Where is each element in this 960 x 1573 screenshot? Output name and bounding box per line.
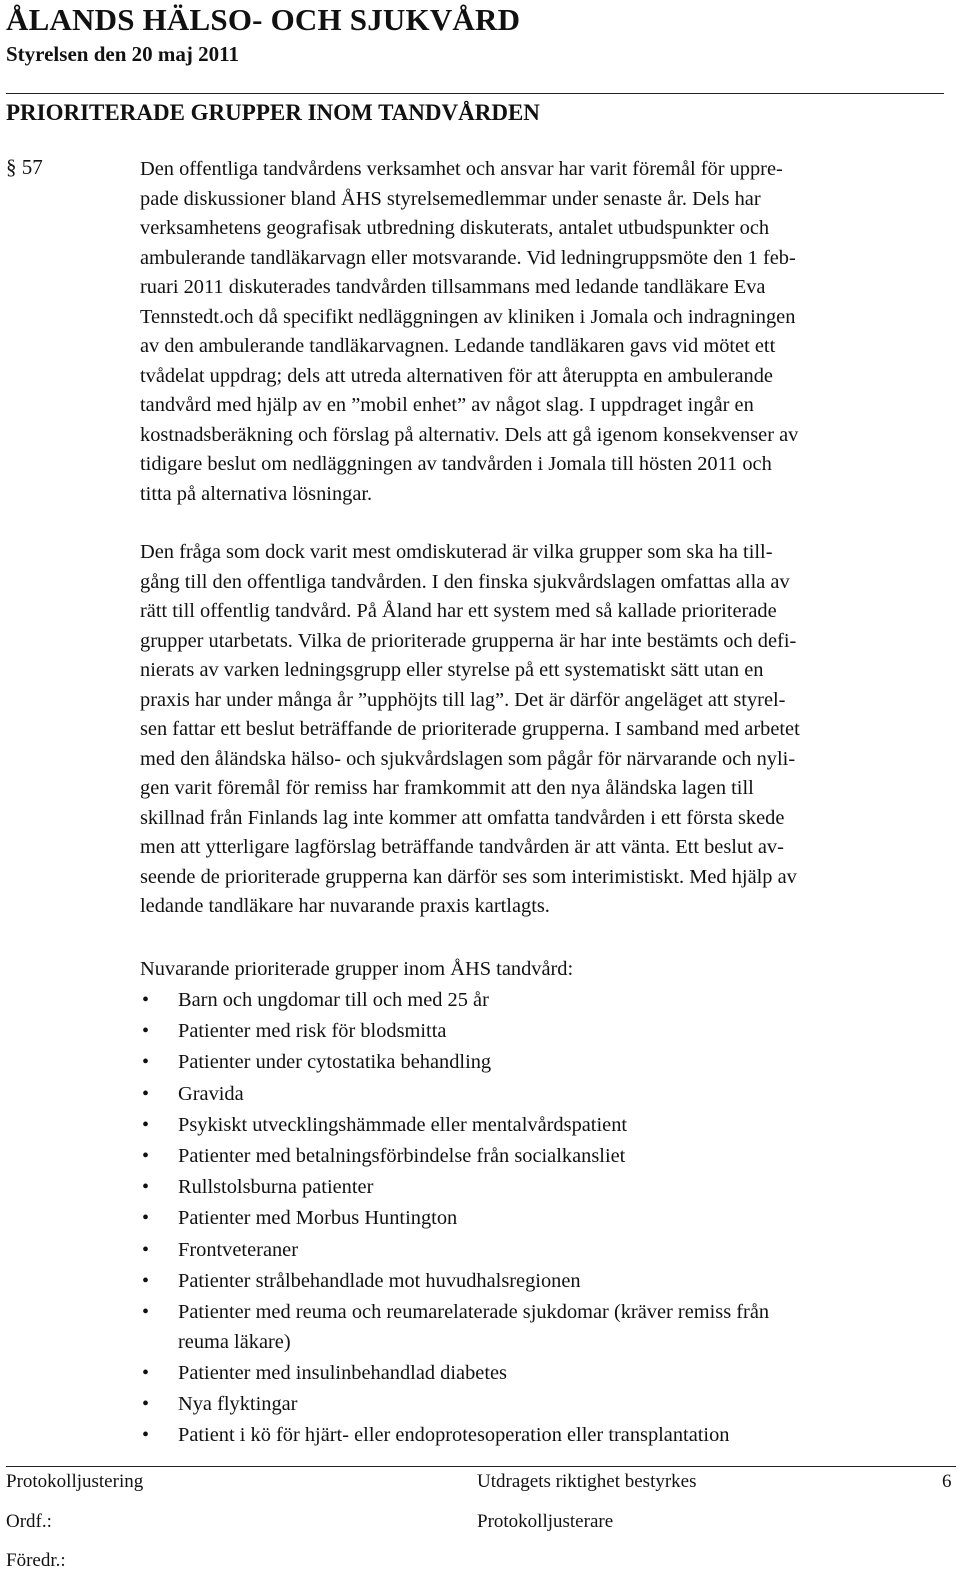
paragraph-body-2 — [140, 538, 956, 922]
bullet-icon: • — [142, 1207, 150, 1230]
text-line: Den offentliga tandvårdens verksamhet och ansvar har varit föremål för uppre- — [140, 158, 783, 180]
text-line: titta på alternativa lösningar. — [140, 482, 373, 505]
text-line: skillnad från Finlands lag inte kommer att omfatta tandvården i ett första skede — [140, 806, 785, 829]
list-item — [140, 1047, 940, 1077]
text-line: sen fattar ett beslut beträffande de prioriterade grupperna. I samband med arbetet — [140, 718, 800, 740]
text-line: verksamhetens geografisak utbredning diskuterats, antalet utbudspunkter och — [140, 217, 770, 239]
bullet-icon: • — [142, 1144, 150, 1167]
list-item-text: Gravida — [178, 1082, 244, 1105]
list-item-text: Nya flyktingar — [178, 1393, 298, 1416]
list-item-text: Patient i kö för hjärt- eller endoprotesoperation eller transplantation — [178, 1424, 730, 1447]
text-line: pade diskussioner bland ÅHS styrelsemedlemmar under senaste år. Dels har — [140, 187, 761, 210]
list-item-text: Barn och ungdomar till och med 25 år — [178, 989, 489, 1011]
bullet-icon: • — [142, 1051, 150, 1074]
text-line: grupper utarbetats. Vilka de prioriterade grupperna är har inte bestämts och defi- — [140, 629, 797, 652]
bullet-icon: • — [142, 1020, 150, 1043]
footer-presenter: Föredr.: — [6, 1550, 66, 1571]
text-line: rätt till offentlig tandvård. På Åland har ett system med så kallade prioriterade — [140, 600, 777, 622]
list-intro: Nuvarande prioriterade grupper inom ÅHS tandvård: — [140, 958, 574, 980]
list-item-text: Rullstolsburna patienter — [178, 1176, 374, 1199]
text-line: ruari 2011 diskuterades tandvården tillsammans med ledande tandläkare Eva — [140, 276, 766, 298]
footer-divider — [6, 1466, 956, 1467]
page-number: 6 — [942, 1471, 952, 1492]
list-item-text: Patienter strålbehandlade mot huvudhalsregionen — [178, 1269, 581, 1292]
list-item — [140, 1358, 940, 1388]
paragraph-body-1 — [140, 155, 956, 509]
list-item — [140, 1110, 940, 1140]
priority-group-list — [140, 985, 940, 1452]
text-line: tvådelat uppdrag; dels att utreda alternativen för att återuppta en ambulerande — [140, 364, 773, 387]
section-title: PRIORITERADE GRUPPER INOM TANDVÅRDEN — [6, 100, 540, 125]
list-item-text: Patienter med Morbus Huntington — [178, 1207, 458, 1230]
bullet-icon: • — [142, 1176, 150, 1199]
header-divider — [6, 93, 944, 94]
list-item — [140, 1389, 940, 1419]
text-line: tandvård med hjälp av en ”mobil enhet” av något slag. I uppdraget ingår en — [140, 394, 754, 416]
list-item — [140, 1266, 940, 1296]
bullet-icon: • — [142, 1300, 150, 1323]
organization-title: ÅLANDS HÄLSO- OCH SJUKVÅRD — [6, 2, 521, 37]
bullet-icon: • — [142, 1269, 150, 1292]
text-line: men att ytterligare lagförslag beträffande tandvården är att vänta. Ett beslut av- — [140, 836, 784, 858]
list-item — [140, 1016, 940, 1046]
list-item-text: Patienter under cytostatika behandling — [178, 1051, 492, 1074]
footer-checkers: Protokolljusterare — [477, 1511, 614, 1532]
text-line: kostnadsberäkning och förslag på alternativ. Dels att gå igenom konsekvenser av — [140, 423, 799, 446]
bullet-icon: • — [142, 1362, 150, 1385]
text-line: seende de prioriterade grupperna kan därför ses som interimistiskt. Med hjälp av — [140, 865, 797, 888]
bullet-icon: • — [142, 1238, 150, 1261]
footer-protocol-check: Protokolljustering — [6, 1471, 144, 1492]
text-line: ledande tandläkare har nuvarande praxis kartlagts. — [140, 895, 550, 917]
bullet-icon: • — [142, 1113, 150, 1136]
list-item — [140, 1235, 940, 1265]
list-item — [140, 1203, 940, 1233]
bullet-icon: • — [142, 989, 150, 1011]
list-item — [140, 1079, 940, 1109]
list-item-text: reuma läkare) — [178, 1330, 291, 1353]
list-item — [140, 1172, 940, 1202]
footer-chair: Ordf.: — [6, 1511, 52, 1532]
list-item-text: Patienter med betalningsförbindelse från socialkansliet — [178, 1144, 626, 1167]
text-line: praxis har under många år ”upphöjts till lag”. Det är därför angeläget att styrel- — [140, 688, 786, 711]
text-line: tidigare beslut om nedläggningen av tandvården i Jomala till hösten 2011 och — [140, 453, 772, 475]
bullet-icon: • — [142, 1424, 150, 1447]
list-item — [140, 1141, 940, 1171]
text-line: nierats av varken ledningsgrupp eller styrelse på ett systematiskt sätt utan en — [140, 659, 764, 681]
list-item-text: Patienter med insulinbehandlad diabetes — [178, 1362, 507, 1385]
list-item — [140, 985, 940, 1015]
text-line: gång till den offentliga tandvården. I den finska sjukvårdslagen omfattas alla av — [140, 570, 790, 593]
list-item — [140, 1420, 940, 1450]
paragraph-number: § 57 — [6, 155, 43, 179]
text-line: Tennstedt.och då specifikt nedläggningen av kliniken i Jomala och indragningen — [140, 305, 796, 328]
bullet-icon: • — [142, 1393, 150, 1416]
list-item-text: Psykiskt utvecklingshämmade eller mentalvårdspatient — [178, 1113, 628, 1136]
list-item-text: Frontveteraner — [178, 1238, 299, 1261]
text-line: Den fråga som dock varit mest omdiskuterad är vilka grupper som ska ha till- — [140, 541, 773, 563]
text-line: gen varit föremål för remiss har framkommit att den nya åländska lagen till — [140, 777, 754, 799]
list-item-text: Patienter med risk för blodsmitta — [178, 1020, 447, 1043]
list-item — [140, 1297, 940, 1357]
text-line: av den ambulerande tandläkarvagnen. Ledande tandläkaren gavs vid mötet ett — [140, 335, 776, 357]
text-line: med den åländska hälso- och sjukvårdslagen som pågår för närvarande och nyli- — [140, 747, 796, 770]
footer-certified: Utdragets riktighet bestyrkes — [477, 1471, 697, 1492]
text-line: ambulerande tandläkarvagn eller motsvarande. Vid ledningruppsmöte den 1 feb- — [140, 246, 796, 269]
bullet-icon: • — [142, 1082, 150, 1105]
meeting-date: Styrelsen den 20 maj 2011 — [6, 42, 239, 66]
list-item-text: Patienter med reuma och reumarelaterade sjukdomar (kräver remiss från — [178, 1300, 770, 1323]
